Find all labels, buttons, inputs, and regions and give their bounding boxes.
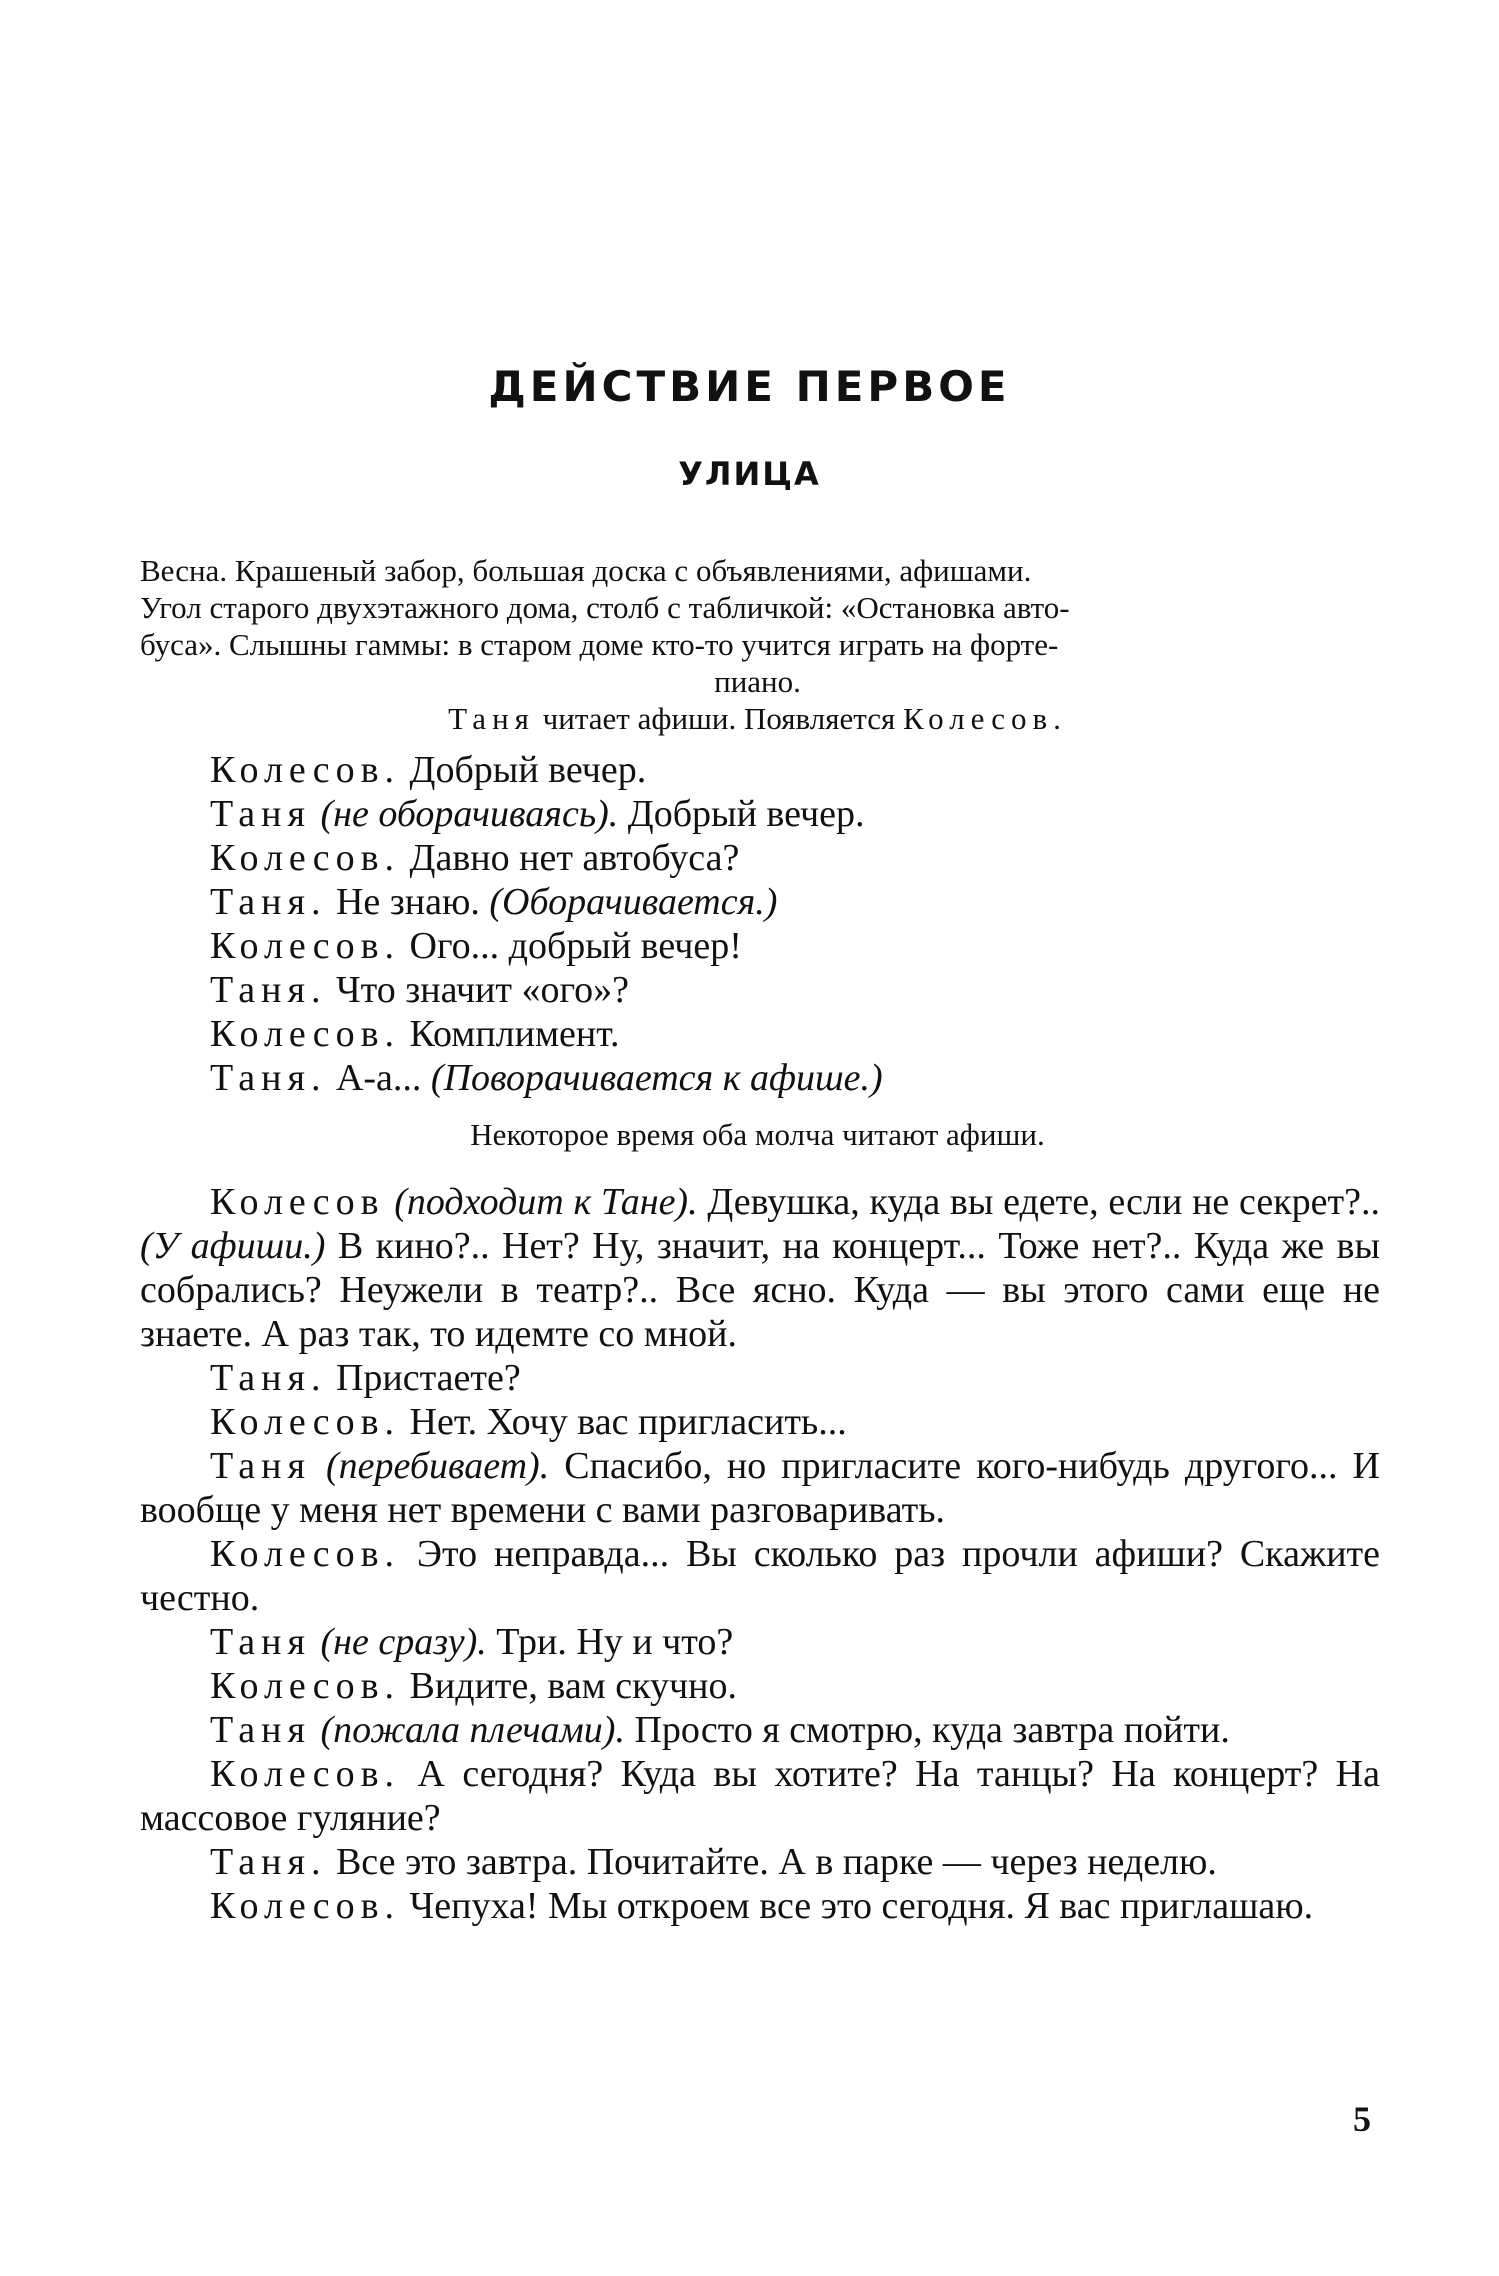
- line-text: Пристаете?: [326, 1357, 521, 1399]
- line-text: Добрый вечер.: [618, 793, 865, 835]
- speaker-name: Колесов.: [210, 749, 401, 791]
- stage-remark: (не сразу).: [310, 1621, 487, 1663]
- speaker-name: Таня.: [210, 969, 327, 1011]
- line-text: Комплимент.: [400, 1013, 620, 1055]
- dialogue-line: [140, 1884, 1380, 1928]
- stage-remark: (пожала плечами).: [310, 1709, 625, 1751]
- dialogue-line: [140, 880, 1380, 924]
- stage-line: [140, 700, 1375, 737]
- dialogue-line: [140, 968, 1380, 1012]
- speaker-name: Таня: [210, 1621, 311, 1663]
- line-text: Ого... добрый вечер!: [400, 925, 742, 967]
- line-text: Все это завтра. Почитайте. А в парке — через неделю.: [326, 1841, 1217, 1883]
- line-text: Давно нет автобуса?: [400, 837, 740, 879]
- line-text: Добрый вечер.: [400, 749, 647, 791]
- line-text: Спасибо, но пригласите кого-нибудь другого... И вообще у меня нет времени с вами разговаривать.: [140, 1445, 1380, 1531]
- stage-remark: (Поворачивается к афише.): [430, 1057, 883, 1099]
- line-text: Нет. Хочу вас пригласить...: [400, 1401, 847, 1443]
- line-text: Три. Ну и что?: [486, 1621, 734, 1663]
- speaker-name: Таня: [210, 1445, 311, 1487]
- dialogue-block-1: [140, 748, 1380, 1100]
- speaker-name: Колесов.: [210, 925, 401, 967]
- speaker-name: Таня.: [210, 1841, 327, 1883]
- speaker-name: Таня.: [210, 1057, 327, 1099]
- stage-remark: (перебивает).: [310, 1445, 550, 1487]
- speaker-name: Колесов.: [210, 1401, 401, 1443]
- dialogue-line: [140, 1532, 1380, 1620]
- stage-direction: [140, 552, 1375, 737]
- stage-remark: (Оборачивается.): [489, 881, 778, 923]
- line-text: В кино?.. Нет? Ну, значит, на концерт... Тоже нет?.. Куда же вы собрались? Неужели в театр?.. Все ясно. Куда — вы этого сами еще не знаете. А раз так, то идемте со мной.: [140, 1225, 1381, 1355]
- speaker-name: Таня: [210, 793, 311, 835]
- dialogue-line: [140, 1620, 1380, 1664]
- speaker-name: Колесов.: [210, 1753, 401, 1795]
- dialogue-line: [140, 1664, 1380, 1708]
- dialogue-line: [140, 924, 1380, 968]
- stage-text: читает афиши. Появляется: [534, 701, 903, 736]
- line-text: Видите, вам скучно.: [400, 1665, 737, 1707]
- line-text: Это неправда... Вы сколько раз прочли афиши? Скажите честно.: [140, 1533, 1380, 1619]
- dialogue-line: [140, 1180, 1380, 1356]
- line-text: Девушка, куда вы едете, если не секрет?..: [697, 1181, 1380, 1223]
- dialogue-line: [140, 1752, 1380, 1840]
- speaker-name: Таня.: [210, 1357, 327, 1399]
- stage-line: буса». Слышны гаммы: в старом доме кто-то учится играть на форте-: [140, 627, 1059, 662]
- stage-remark: (У афиши.): [140, 1225, 326, 1267]
- dialogue-line: [140, 792, 1380, 836]
- line-text: Не знаю.: [326, 881, 490, 923]
- dialogue-line: [140, 836, 1380, 880]
- dialogue-line: [140, 748, 1380, 792]
- line-text: Что значит «ого»?: [326, 969, 630, 1011]
- speaker-name: Колесов.: [210, 1665, 401, 1707]
- dialogue-line: [140, 1356, 1380, 1400]
- dialogue-line: [140, 1400, 1380, 1444]
- dialogue-line: [140, 1444, 1380, 1532]
- stage-line: пиано.: [714, 664, 801, 699]
- speaker-name: Таня.: [210, 881, 327, 923]
- speaker-name: Таня: [210, 1709, 311, 1751]
- speaker-name: Колесов.: [902, 701, 1067, 736]
- line-text: Чепуха! Мы откроем все это сегодня. Я вас приглашаю.: [400, 1885, 1314, 1927]
- dialogue-block-2: [140, 1180, 1380, 1928]
- scene-title: УЛИЦА: [678, 455, 821, 493]
- speaker-name: Колесов.: [210, 1533, 401, 1575]
- speaker-name: Таня: [448, 701, 535, 736]
- speaker-name: Колесов: [210, 1181, 385, 1223]
- line-text: А сегодня? Куда вы хотите? На танцы? На концерт? На массовое гуляние?: [140, 1753, 1380, 1839]
- line-text: Просто я смотрю, куда завтра пойти.: [624, 1709, 1230, 1751]
- stage-line: Угол старого двухэтажного дома, столб с табличкой: «Остановка авто-: [140, 590, 1070, 625]
- speaker-name: Колесов.: [210, 1885, 401, 1927]
- act-title: ДЕЙСТВИЕ ПЕРВОЕ: [488, 362, 1011, 411]
- dialogue-line: [140, 1012, 1380, 1056]
- speaker-name: Колесов.: [210, 1013, 401, 1055]
- dialogue-line: [140, 1708, 1380, 1752]
- pause-direction: Некоторое время оба молча читают афиши.: [470, 1117, 1045, 1152]
- stage-remark: (подходит к Тане).: [384, 1181, 698, 1223]
- stage-line: Весна. Крашеный забор, большая доска с объявлениями, афишами.: [140, 553, 1032, 588]
- speaker-name: Колесов.: [210, 837, 401, 879]
- stage-remark: (не оборачиваясь).: [310, 793, 619, 835]
- dialogue-line: [140, 1840, 1380, 1884]
- line-text: А-а...: [326, 1057, 431, 1099]
- page-number: 5: [1353, 2099, 1371, 2139]
- dialogue-line: [140, 1056, 1380, 1100]
